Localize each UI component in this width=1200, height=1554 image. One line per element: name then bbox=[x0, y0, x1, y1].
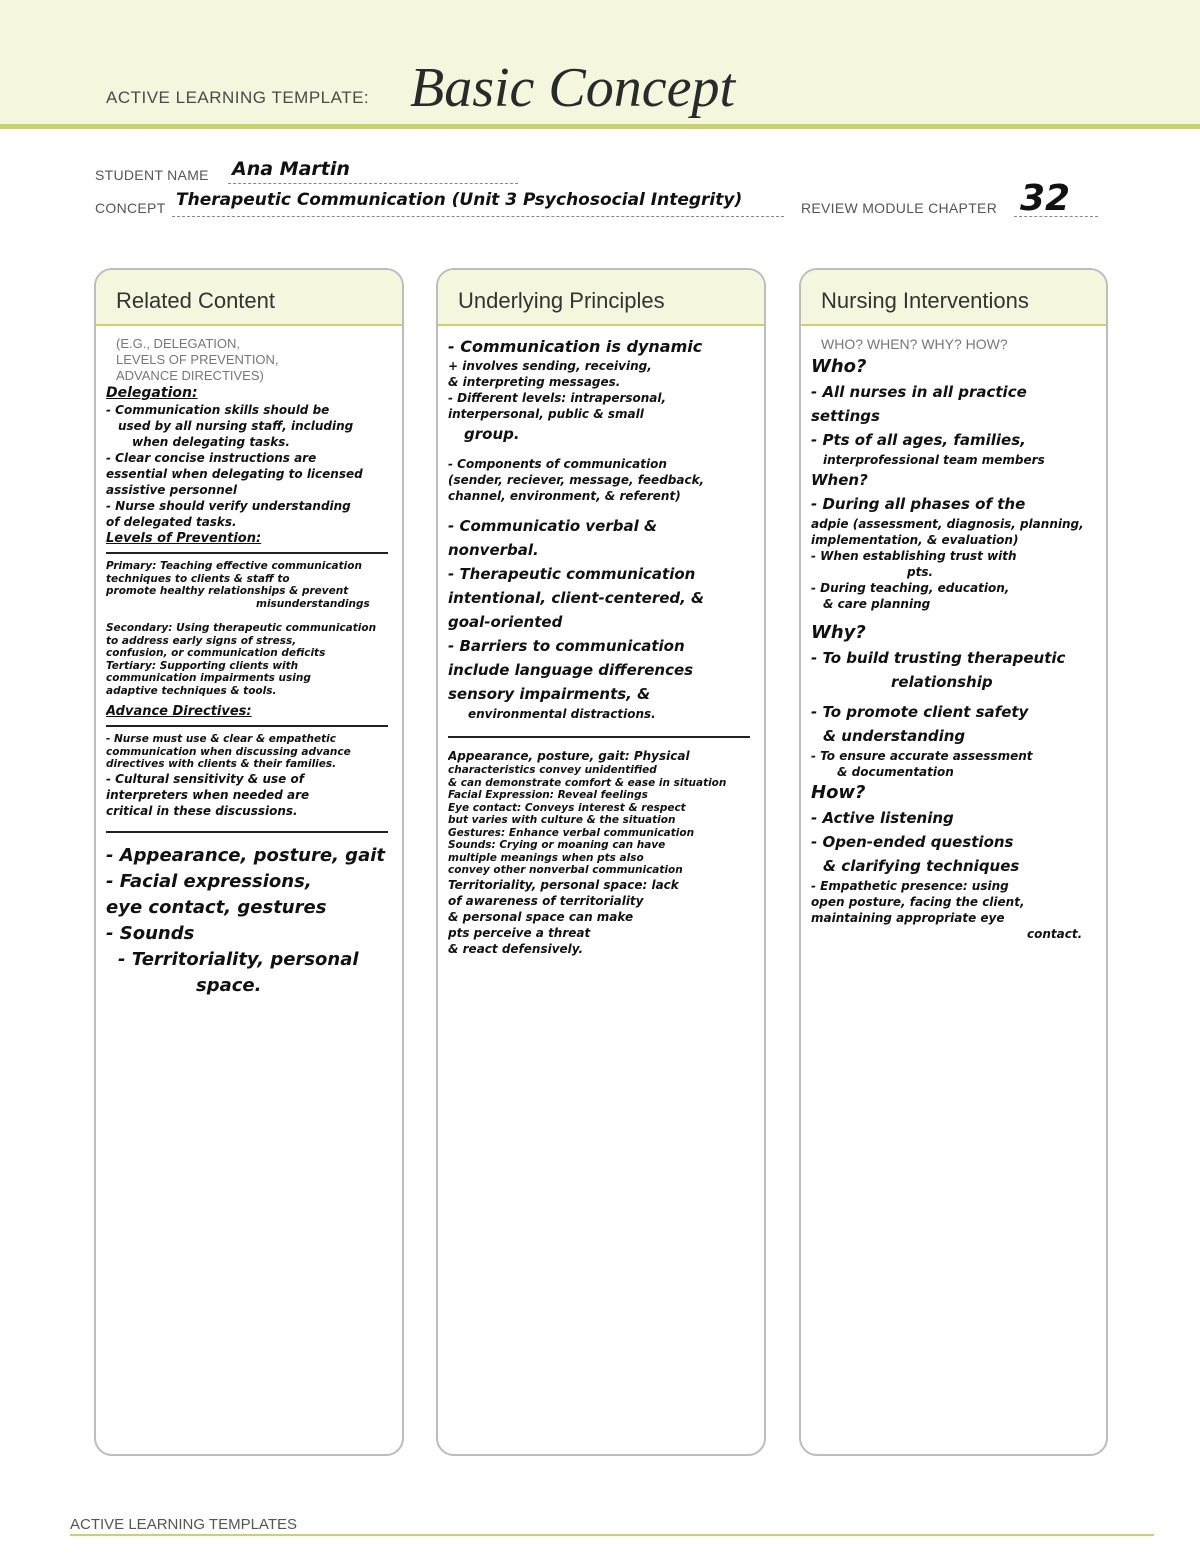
chapter-label: REVIEW MODULE CHAPTER bbox=[801, 200, 998, 216]
template-label: ACTIVE LEARNING TEMPLATE: bbox=[106, 88, 370, 107]
nursing-interventions-panel bbox=[799, 268, 1108, 1456]
advance-divider bbox=[106, 725, 388, 727]
related-content-subtitle: (E.G., DELEGATION, LEVELS OF PREVENTION, ADVANCE DIRECTIVES) bbox=[116, 336, 279, 383]
nursing-interventions-subtitle: WHO? WHEN? WHY? HOW? bbox=[821, 336, 1008, 352]
prevention-notes: Primary: Teaching effective communication techniques to clients & staff to promote healthy relationships & prevent misunderstandings Secondary: Using therapeutic communication to address early signs of stress, confusion, or communication deficits Tertiary: Supporting clients with communication impairments using adaptive techniques & tools. bbox=[106, 560, 377, 697]
how-notes: - Active listening - Open-ended questions & clarifying techniques - Empathetic presence: using open posture, facing the client, maintaining appropriate eye contact. bbox=[811, 809, 1083, 941]
delegation-notes: - Communication skills should be used by all nursing staff, including when delegating tasks. - Clear concise instructions are essential when delegating to licensed assistive personnel - Nurse should verify understanding of delegated tasks. bbox=[106, 403, 363, 529]
student-name-label: STUDENT NAME bbox=[95, 167, 209, 183]
why-heading: Why? bbox=[811, 622, 866, 643]
header-rule bbox=[0, 124, 1200, 129]
concept-value: Therapeutic Communication (Unit 3 Psychosocial Integrity) bbox=[176, 190, 743, 210]
concept-line bbox=[172, 216, 784, 217]
who-notes: - All nurses in all practice settings - Pts of all ages, families, interprofessional team members bbox=[811, 383, 1045, 467]
principles-divider bbox=[448, 736, 750, 738]
principles-notes: - Communication is dynamic + involves sending, receiving, & interpreting messages. - Different levels: intrapersonal, interpersonal, public & small group. - Components of communication (sender, reciever, message, feedback, channel, environment, & referent) - Communicatio verbal & nonverbal. - Therapeutic communication intentional, client-centered, & goal-oriented - Barriers to communication include language differences sensory impairments, & environmental distractions. bbox=[448, 337, 705, 721]
nursing-interventions-title: Nursing Interventions bbox=[801, 270, 1106, 326]
footer-text: ACTIVE LEARNING TEMPLATES bbox=[70, 1516, 297, 1533]
related-content-title: Related Content bbox=[96, 270, 402, 326]
when-notes: - During all phases of the adpie (assessment, diagnosis, planning, implementation, & evaluation) - When establishing trust with pts. - During teaching, education, & care planning bbox=[811, 495, 1084, 611]
when-heading: When? bbox=[811, 471, 868, 489]
delegation-heading: Delegation: bbox=[106, 385, 198, 401]
underlying-principles-panel bbox=[436, 268, 766, 1456]
nonverbal-list: - Appearance, posture, gait - Facial expressions, eye contact, gestures - Sounds - Territoriality, personal space. bbox=[106, 844, 385, 996]
who-heading: Who? bbox=[811, 356, 867, 377]
prevention-heading: Levels of Prevention: bbox=[106, 531, 262, 546]
underlying-principles-title: Underlying Principles bbox=[438, 270, 764, 326]
advance-heading: Advance Directives: bbox=[106, 704, 252, 719]
how-heading: How? bbox=[811, 782, 866, 803]
advance-notes: - Nurse must use & clear & empathetic communication when discussing advance directives with clients & their families. - Cultural sensitivity & use of interpreters when needed are critical in these discussions. bbox=[106, 733, 351, 818]
footer-rule bbox=[70, 1534, 1154, 1536]
concept-label: CONCEPT bbox=[95, 200, 166, 216]
why-notes: - To build trusting therapeutic relationship - To promote client safety & understanding - To ensure accurate assessment & documentation bbox=[811, 649, 1066, 779]
related-bottom-divider bbox=[106, 831, 388, 833]
nonverbal-explanations: Appearance, posture, gait: Physical characteristics convey unidentified & can demonstrate comfort & ease in situation Facial Expression: Reveal feelings Eye contact: Conveys interest & respect but varies with culture & the situation Gestures: Enhance verbal communication Sounds: Crying or moaning can have multiple meanings when pts also convey other nonverbal communication Territoriality, personal space: lack of awareness of territoriality & personal space can make pts perceive a threat & react defensively. bbox=[448, 749, 727, 956]
prevention-divider bbox=[106, 552, 388, 554]
template-title: Basic Concept bbox=[410, 57, 736, 119]
student-name-value: Ana Martin bbox=[232, 158, 350, 180]
chapter-value: 32 bbox=[1020, 178, 1071, 219]
related-content-panel bbox=[94, 268, 404, 1456]
student-name-line bbox=[228, 183, 518, 184]
